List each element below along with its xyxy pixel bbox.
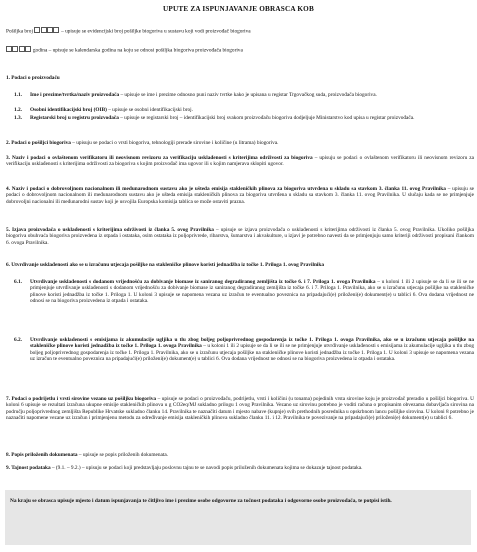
item-1-3-number: 1.3.	[14, 115, 22, 121]
item-6-2-label: Utvrđivanje usklađenosti s emisijama iz akumulacije ugljika u tlu zbog boljeg poljoprivrednog gospodarenja iz točke 1. Priloga 1. ovoga Pravilnika, ako se u izračunu utjecaja pošiljke na stakleničke plinove koristi jednadžba iz točke 1. Priloga 1. ovoga Pravilnika	[30, 337, 474, 350]
section-4	[6, 186, 474, 205]
item-6-1	[30, 279, 474, 305]
item-6-2-number: 6.2.	[14, 337, 22, 343]
item-6-2-text: – u koloni 1 ili 2 upisuje se da li se ili se ne primjenjuje utvrđivanje usklađenosti s emisijama iz akumulacije ugljika u tlu zbog boljeg poljoprivrednog gospodarenja iz točke 1. Priloga 1. Pravilnika, ako se u izračunu utjecaja pošiljke na stakleničke plinove koristi jednadžba iz točke 1. Priloga 1. U koloni 3 upisuje se napomena vezana uz izračun te eventualno poveznica na pripadajući(e) priloženi(e) dokument(e) u tablici 6. Ova dodana vrijednost ne odnosi se na biogoriva proizvedena iz otpada i ostataka.	[30, 343, 474, 363]
section-5-text: – upisuje se izjava proizvođača o usklađenosti s kriterijima održivosti iz članka 5. ovog Pravilnika. Ukoliko pošiljka biogoriva obuhvaća biogoriva proizvedena iz otpada i ostataka, osim ostataka iz poljoprivrede, ribarstva, šumarstva i akvakulture, u izjavi je potrebno navesti da se primjenjuju samo kriteriji održivosti propisani člankom 6. ovoga Pravilnika.	[6, 227, 474, 246]
section-5-label: 5. Izjava proizvođača o usklađenosti s kriterijima održivosti iz članka 5. ovog Pravilnika	[6, 227, 214, 233]
section-8	[6, 452, 474, 458]
section-8-text: – upisuje se popis priloženih dokumenata.	[78, 452, 169, 458]
item-1-1-label: Ime i prezime/tvrtka/naziv proizvođača	[30, 92, 120, 98]
item-1-2-text: – upisuje se osobni identifikacijski broj.	[108, 107, 193, 113]
section-7-text: – upisuje se podaci o proizvođaču, podrijetlu, vrsti i količini (u tonama) pojedinih vrsta sirovine koju je proizvođač preradio u pošiljci biogoriva. U koloni 6 upisuje se rezultati izračuna ukupne emisije stakleničkih plinova u g CO2eq/MJ sukladno prilogu 1 ovog Pravilnika. Vezano uz sirovinu potrebno je voditi računa o propisanim obvezama dobavljača sirovina na području poljoprivrednog zemljišta Republike Hrvatske sukladno članku 14. Pravilnika te naznačiti datum i mjesto nabave (kupnje) svih prethodnih posrednika u opskrbnom lancu pošiljke sirovina. U koloni 8 potrebno je naznačiti napomene vezane uz izračun i primjenjenu metodu za određivanje emisija stakleničkih plinova sukladno članku 11. i 12. Pravilnika te povezivanje na pripadajući(e) priloženi(e) dokument(e) u tablici 6.	[6, 396, 474, 422]
intro-shipment-number	[6, 27, 474, 35]
section-5	[6, 227, 474, 246]
section-1-heading: 1. Podaci o proizvođaču	[6, 75, 60, 81]
item-1-2-label: Osobni identifikacijski broj (OIB)	[30, 107, 107, 113]
intro-year	[6, 46, 474, 54]
section-7	[6, 396, 474, 422]
section-2-label: 2. Podaci o pošiljci biogoriva	[6, 140, 71, 146]
section-2-text: – upisuju se podaci o vrsti biogoriva, tehnologiji prerade sirovine i količine (u litrama) biogoriva.	[72, 140, 279, 146]
section-9-text: – (9.1. – 9.2.) – upisuju se podaci koji predstavljaju poslovnu tajnu te se navodi popis priloženih dokumenata kojima se dokazuje tajnost podataka.	[51, 465, 363, 471]
closing-note-box	[5, 490, 471, 545]
year-boxes	[6, 48, 32, 54]
closing-note-text: Na kraju se obrasca upisuje mjesto i datum ispunjavanja te čitljivo ime i prezime osobe odgovorne za točnost podataka i odgovorne osobe proizvođača, te potpisi istih.	[10, 498, 392, 504]
section-7-label: 7. Podaci o podrijetlu i vrsti sirovine vezano uz pošiljku biogoriva	[6, 396, 157, 402]
section-3-text: – upisuju se podaci o ovlaštenom verifikatoru ili neovisnom revizoru za verifikaciju usklađenosti s kriterijima održivosti za biogoriva s kojim proizvođač ima ugovor ili s kojim namjerava sklopiti ugovor.	[6, 155, 474, 168]
section-9-label: 9. Tajnost podataka	[6, 465, 51, 471]
item-6-1-label: Utvrđivanje usklađenosti s dodanom vrijednošću za dobivanje biomase iz saniranog degradiranog zemljišta iz točke 6. i 7. Priloga 1. ovoga Pravilnika	[30, 279, 376, 285]
section-2	[6, 140, 474, 146]
page-title: UPUTE ZA ISPUNJAVANJE OBRASCA KOB	[163, 5, 314, 13]
section-8-label: 8. Popis priloženih dokumenata	[6, 452, 78, 458]
item-1-2	[30, 107, 474, 113]
shipment-number-text: – upisuje se evidencijski broj pošiljke biogoriva u sustavu koji vodi proizvođač biogoriva	[61, 28, 251, 35]
item-6-2	[30, 337, 474, 363]
item-1-3-label: Registarski broj u registru proizvođača	[30, 115, 119, 121]
year-text: godina – upisuje se kalendarska godina na koju se odnosi pošiljka biogoriva proizvođača biogoriva	[32, 47, 243, 54]
item-1-1-text: – upisuje se ime i prezime odnosno puni naziv tvrtke kako je upisana u registar Trgovačkog suda, proizvođača biogoriva.	[120, 92, 377, 98]
item-1-1-number: 1.1.	[14, 92, 22, 98]
item-6-1-text: – u koloni 1 ili 2 upisuje se da li se ili se ne primjenjuje utvrđivanje usklađenosti s dodanom vrijednošću za dobivanje biomase iz saniranog degradiranog zemljišta iz točke 6. i 7. Priloga 1. Pravilnika, ako se u izračunu utjecaja pošiljke na stakleničke plinove koristi jednadžba iz točke 1. Priloga 1. U koloni 3 upisuje se napomena vezana uz izračun te eventualno poveznica na pripadajući(e) priloženi(e) dokument(e) u tablici 6. Ova dodana vrijednost ne odnosi se na biogoriva proizvedena iz otpada i ostataka.	[30, 279, 475, 305]
section-9	[6, 465, 474, 471]
shipment-number-label: Pošiljka broj	[6, 28, 33, 35]
item-6-1-number: 6.1.	[14, 279, 22, 285]
section-4-label: 4. Naziv i podaci o dobrovoljnom nacionalnom ili međunarodnom sustavu ako je ušteda emisija stakleničkih plinova za biogoriva utvrđena u skladu sa stavkom 3. članka 11. ovog Pravilnika	[6, 186, 446, 192]
section-3-label: 3. Naziv i podaci o ovlaštenom verifikatoru ili neovisnom revizoru za verifikaciju usklađenosti s kriterijima održivosti za biogoriva	[6, 155, 313, 161]
section-3	[6, 155, 474, 168]
item-1-3-text: – upisuje se registarski broj – identifikacijski broj svakom proizvođaču biogoriva dodjeljuje Ministarstvo kod upisa u registar proizvođača.	[120, 115, 415, 121]
section-6-heading: 6. Utvrđivanje usklađenosti ako se u izračunu utjecaja pošiljke na stakleničke plinove koristi jednadžba iz točke 1. Priloga 1. ovog Pravilnika	[6, 262, 324, 268]
item-1-3	[30, 115, 474, 121]
section-4-text: – upisuju se podaci o dobrovoljnom nacionalnom ili međunarodnom sustavu ako je ušteda emisija stakleničkih plinova za biogoriva utvrđena u skladu sa stavkom 3. članka 11. ovog Pravilnika. U slučaju kada se ne primjenjuje dobrovoljni nacionalni ili međunarodni sustav koji je usvojila Europska komisija tablica se može ostaviti prazna.	[6, 186, 475, 205]
item-1-1	[30, 92, 474, 98]
shipment-number-boxes	[34, 29, 60, 35]
item-1-2-number: 1.2.	[14, 107, 22, 113]
